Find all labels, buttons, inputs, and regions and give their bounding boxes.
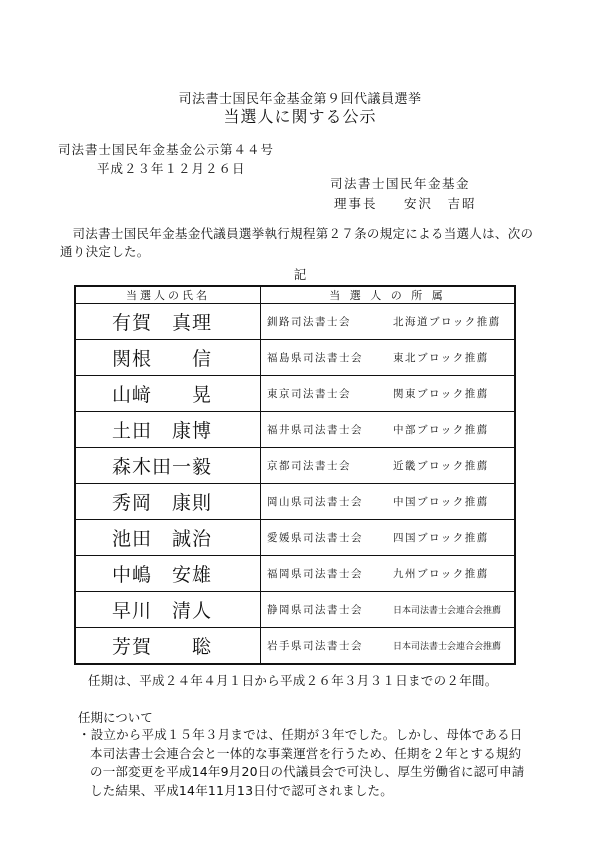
table-row: [76, 520, 515, 556]
elected-name: 有賀 真理: [76, 304, 261, 340]
table-row: [76, 556, 515, 592]
elected-affiliation: [261, 592, 515, 628]
recommendation-block: 東北ブロック推薦: [393, 352, 489, 364]
elected-table: [74, 285, 516, 665]
notice-number: 司法書士国民年金基金公示第４４号: [58, 142, 275, 157]
recommendation-block: 中部ブロック推薦: [393, 424, 489, 436]
about-heading: 任期について: [78, 710, 153, 725]
elected-affiliation: [261, 556, 515, 592]
elected-affiliation: [261, 448, 515, 484]
association-name: 福井県司法書士会: [267, 424, 363, 436]
elected-name: 関根 信: [76, 340, 261, 376]
elected-name: 土田 康博: [76, 412, 261, 448]
issuer-chairman: 理事長 安沢 吉昭: [334, 196, 477, 211]
notice-title: 当選人に関する公示: [223, 107, 377, 126]
header-affiliation: 当 選 人 の 所 属: [261, 287, 515, 304]
notice-body: 司法書士国民年金基金代議員選挙執行規程第２７条の規定による当選人は、次の通り決定した。: [60, 226, 534, 259]
elected-name: 山﨑 晃: [76, 376, 261, 412]
elected-affiliation: [261, 484, 515, 520]
recommendation-block: 近畿ブロック推薦: [393, 460, 489, 472]
table-row: [76, 448, 515, 484]
table-header-row: [76, 287, 515, 304]
recommendation-block: 九州ブロック推薦: [393, 568, 489, 580]
about-body: [78, 726, 540, 800]
association-name: 愛媛県司法書士会: [267, 532, 363, 544]
ki-marker: 記: [293, 267, 307, 282]
elected-name: 中嶋 安雄: [76, 556, 261, 592]
association-name: 岡山県司法書士会: [267, 496, 363, 508]
association-name: 岩手県司法書士会: [267, 640, 363, 652]
elected-affiliation: [261, 628, 515, 664]
header-name: 当選人の氏名: [76, 287, 261, 304]
elected-affiliation: [261, 376, 515, 412]
recommendation-block: 中国ブロック推薦: [393, 496, 489, 508]
association-name: 釧路司法書士会: [267, 316, 351, 328]
table-row: [76, 340, 515, 376]
about-line: の一部変更を平成14年9月20日の代議員会で可決し、厚生労働省に認可申請: [90, 764, 525, 779]
elected-affiliation: [261, 412, 515, 448]
elected-name: 秀岡 康則: [76, 484, 261, 520]
elected-name: 池田 誠治: [76, 520, 261, 556]
table-row: [76, 412, 515, 448]
elected-affiliation: [261, 304, 515, 340]
term-statement: 任期は、平成２４年４月１日から平成２６年３月３１日までの２年間。: [88, 673, 498, 688]
elected-name: 早川 清人: [76, 592, 261, 628]
elected-affiliation: [261, 520, 515, 556]
association-name: 福岡県司法書士会: [267, 568, 363, 580]
recommendation-block: 関東ブロック推薦: [393, 388, 489, 400]
association-name: 静岡県司法書士会: [267, 604, 363, 616]
notice-date: 平成２３年１２月２６日: [97, 161, 246, 176]
recommendation-block: 北海道ブロック推薦: [393, 316, 501, 328]
table-row: [76, 592, 515, 628]
recommendation-block: 日本司法書士会連合会推薦: [393, 642, 502, 652]
recommendation-block: 四国ブロック推薦: [393, 532, 489, 544]
association-name: 京都司法書士会: [267, 460, 351, 472]
recommendation-block: 日本司法書士会連合会推薦: [393, 606, 502, 616]
election-title: 司法書士国民年金基金第９回代議員選挙: [178, 92, 422, 107]
elected-affiliation: [261, 340, 515, 376]
table-row: [76, 376, 515, 412]
about-line: 本司法書士会連合会と一体的な事業運営を行うため、任期を２年とする規約: [90, 745, 522, 761]
about-line: ・設立から平成１５年３月までは、任期が３年でした。しかし、母体である日: [78, 727, 523, 742]
table-row: [76, 484, 515, 520]
table-row: [76, 628, 515, 664]
association-name: 福島県司法書士会: [267, 352, 363, 364]
about-line: した結果、平成14年11月13日付で認可されました。: [90, 782, 393, 798]
elected-name: 森木田一毅: [76, 448, 261, 484]
association-name: 東京司法書士会: [267, 388, 351, 400]
issuer-organization: 司法書士国民年金基金: [330, 176, 471, 191]
table-row: [76, 304, 515, 340]
elected-name: 芳賀 聡: [76, 628, 261, 664]
